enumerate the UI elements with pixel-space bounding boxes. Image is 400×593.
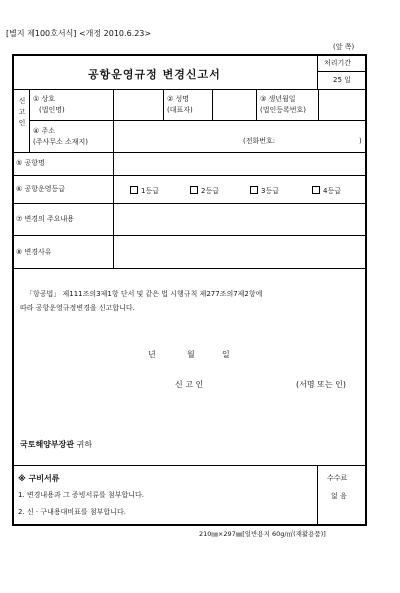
page-side-label: (앞 쪽) <box>333 43 355 51</box>
address-field[interactable] <box>115 122 364 151</box>
grade-option-4[interactable]: 4등급 <box>312 186 341 195</box>
date-year-label: 년 <box>148 350 156 359</box>
col-birth-divider-a <box>256 90 257 120</box>
change-content-field[interactable] <box>115 205 364 234</box>
col-name-divider-b <box>212 90 213 120</box>
frame-bottom <box>12 524 367 526</box>
reporter-label: 신 고 인 <box>175 380 204 389</box>
birth-date-field[interactable] <box>320 91 364 119</box>
airport-name-label: ⑤ 공항명 <box>16 159 45 167</box>
applicant-side-divider <box>29 90 30 152</box>
frame-top <box>12 54 366 56</box>
documents-header: ※ 구비서류 <box>18 474 60 483</box>
date-month-label: 월 <box>187 350 195 359</box>
change-content-label: ⑦ 변경의 주요내용 <box>16 215 75 223</box>
form-title: 공항운영규정 변경신고서 <box>88 68 221 81</box>
grade-option-1[interactable]: 1등급 <box>130 186 159 195</box>
fee-label: 수수료 <box>327 474 348 482</box>
col-birth-divider-b <box>318 90 319 120</box>
checkbox-icon <box>312 186 320 194</box>
statement-line-2: 따라 공항운영규정변경을 신고합니다. <box>20 304 135 312</box>
rule-change-top <box>13 203 365 204</box>
address-label: ④ 주소 (주사무소 소재지) <box>33 127 89 146</box>
documents-item-2: 2. 신 · 구내용대비표를 첨부합니다. <box>18 508 126 516</box>
col-name-divider-a <box>163 90 164 120</box>
phone-label: (전화번호: <box>243 137 276 145</box>
documents-item-1: 1. 변경내용과 그 증빙서류를 첨부합니다. <box>18 491 144 499</box>
form-number: [별지 제100호서식] <개정 2010.6.23> <box>6 29 152 38</box>
recipient: 국토해양부장관 귀하 <box>20 440 93 449</box>
phone-close: ) <box>359 137 362 145</box>
processing-divider <box>317 55 318 89</box>
processing-period-days: 25 일 <box>333 76 351 84</box>
frame-right <box>365 54 367 525</box>
fee-divider <box>317 466 318 524</box>
trade-name-field[interactable] <box>115 91 162 119</box>
rule-applicant-mid <box>30 120 365 121</box>
checkbox-icon <box>250 186 258 194</box>
trade-name-label: ① 상호 (법인명) <box>33 95 65 114</box>
grade-option-3[interactable]: 3등급 <box>250 186 279 195</box>
operation-grade-label: ⑥ 공항운영등급 <box>16 185 66 193</box>
fee-value: 없 음 <box>331 492 347 500</box>
frame-left <box>12 54 14 525</box>
birth-date-label: ③ 생년월일 (법인등록번호) <box>260 95 307 114</box>
representative-name-label: ② 성명 (대표자) <box>167 95 193 114</box>
rule-reason-top <box>13 235 365 236</box>
applicant-side-label: 신 고 인 <box>18 97 26 127</box>
grade-option-2[interactable]: 2등급 <box>190 186 219 195</box>
rule-documents-top <box>13 465 365 466</box>
airport-name-field[interactable] <box>115 154 364 174</box>
checkbox-icon <box>130 186 138 194</box>
checkbox-icon <box>190 186 198 194</box>
signature-label[interactable]: (서명 또는 인) <box>296 380 346 389</box>
rule-statement-top <box>13 268 365 269</box>
rule-airport-top <box>13 152 365 153</box>
representative-name-field[interactable] <box>214 91 255 119</box>
processing-mid-line <box>318 71 365 72</box>
rule-applicant-top <box>13 89 365 90</box>
label-column-divider <box>113 90 114 268</box>
statement-line-1: 「항공법」 제111조의3제1항 단서 및 같은 법 시행규칙 제277조의7제2항에 <box>26 290 263 298</box>
paper-spec: 210㎜×297㎜[일반용지 60g/㎡(재활용품)] <box>199 530 326 538</box>
change-reason-field[interactable] <box>115 237 364 267</box>
change-reason-label: ⑧ 변경사유 <box>16 248 52 256</box>
processing-period-label: 처리기간 <box>324 59 352 67</box>
rule-grade-top <box>13 175 365 176</box>
date-day-label: 일 <box>222 350 230 359</box>
